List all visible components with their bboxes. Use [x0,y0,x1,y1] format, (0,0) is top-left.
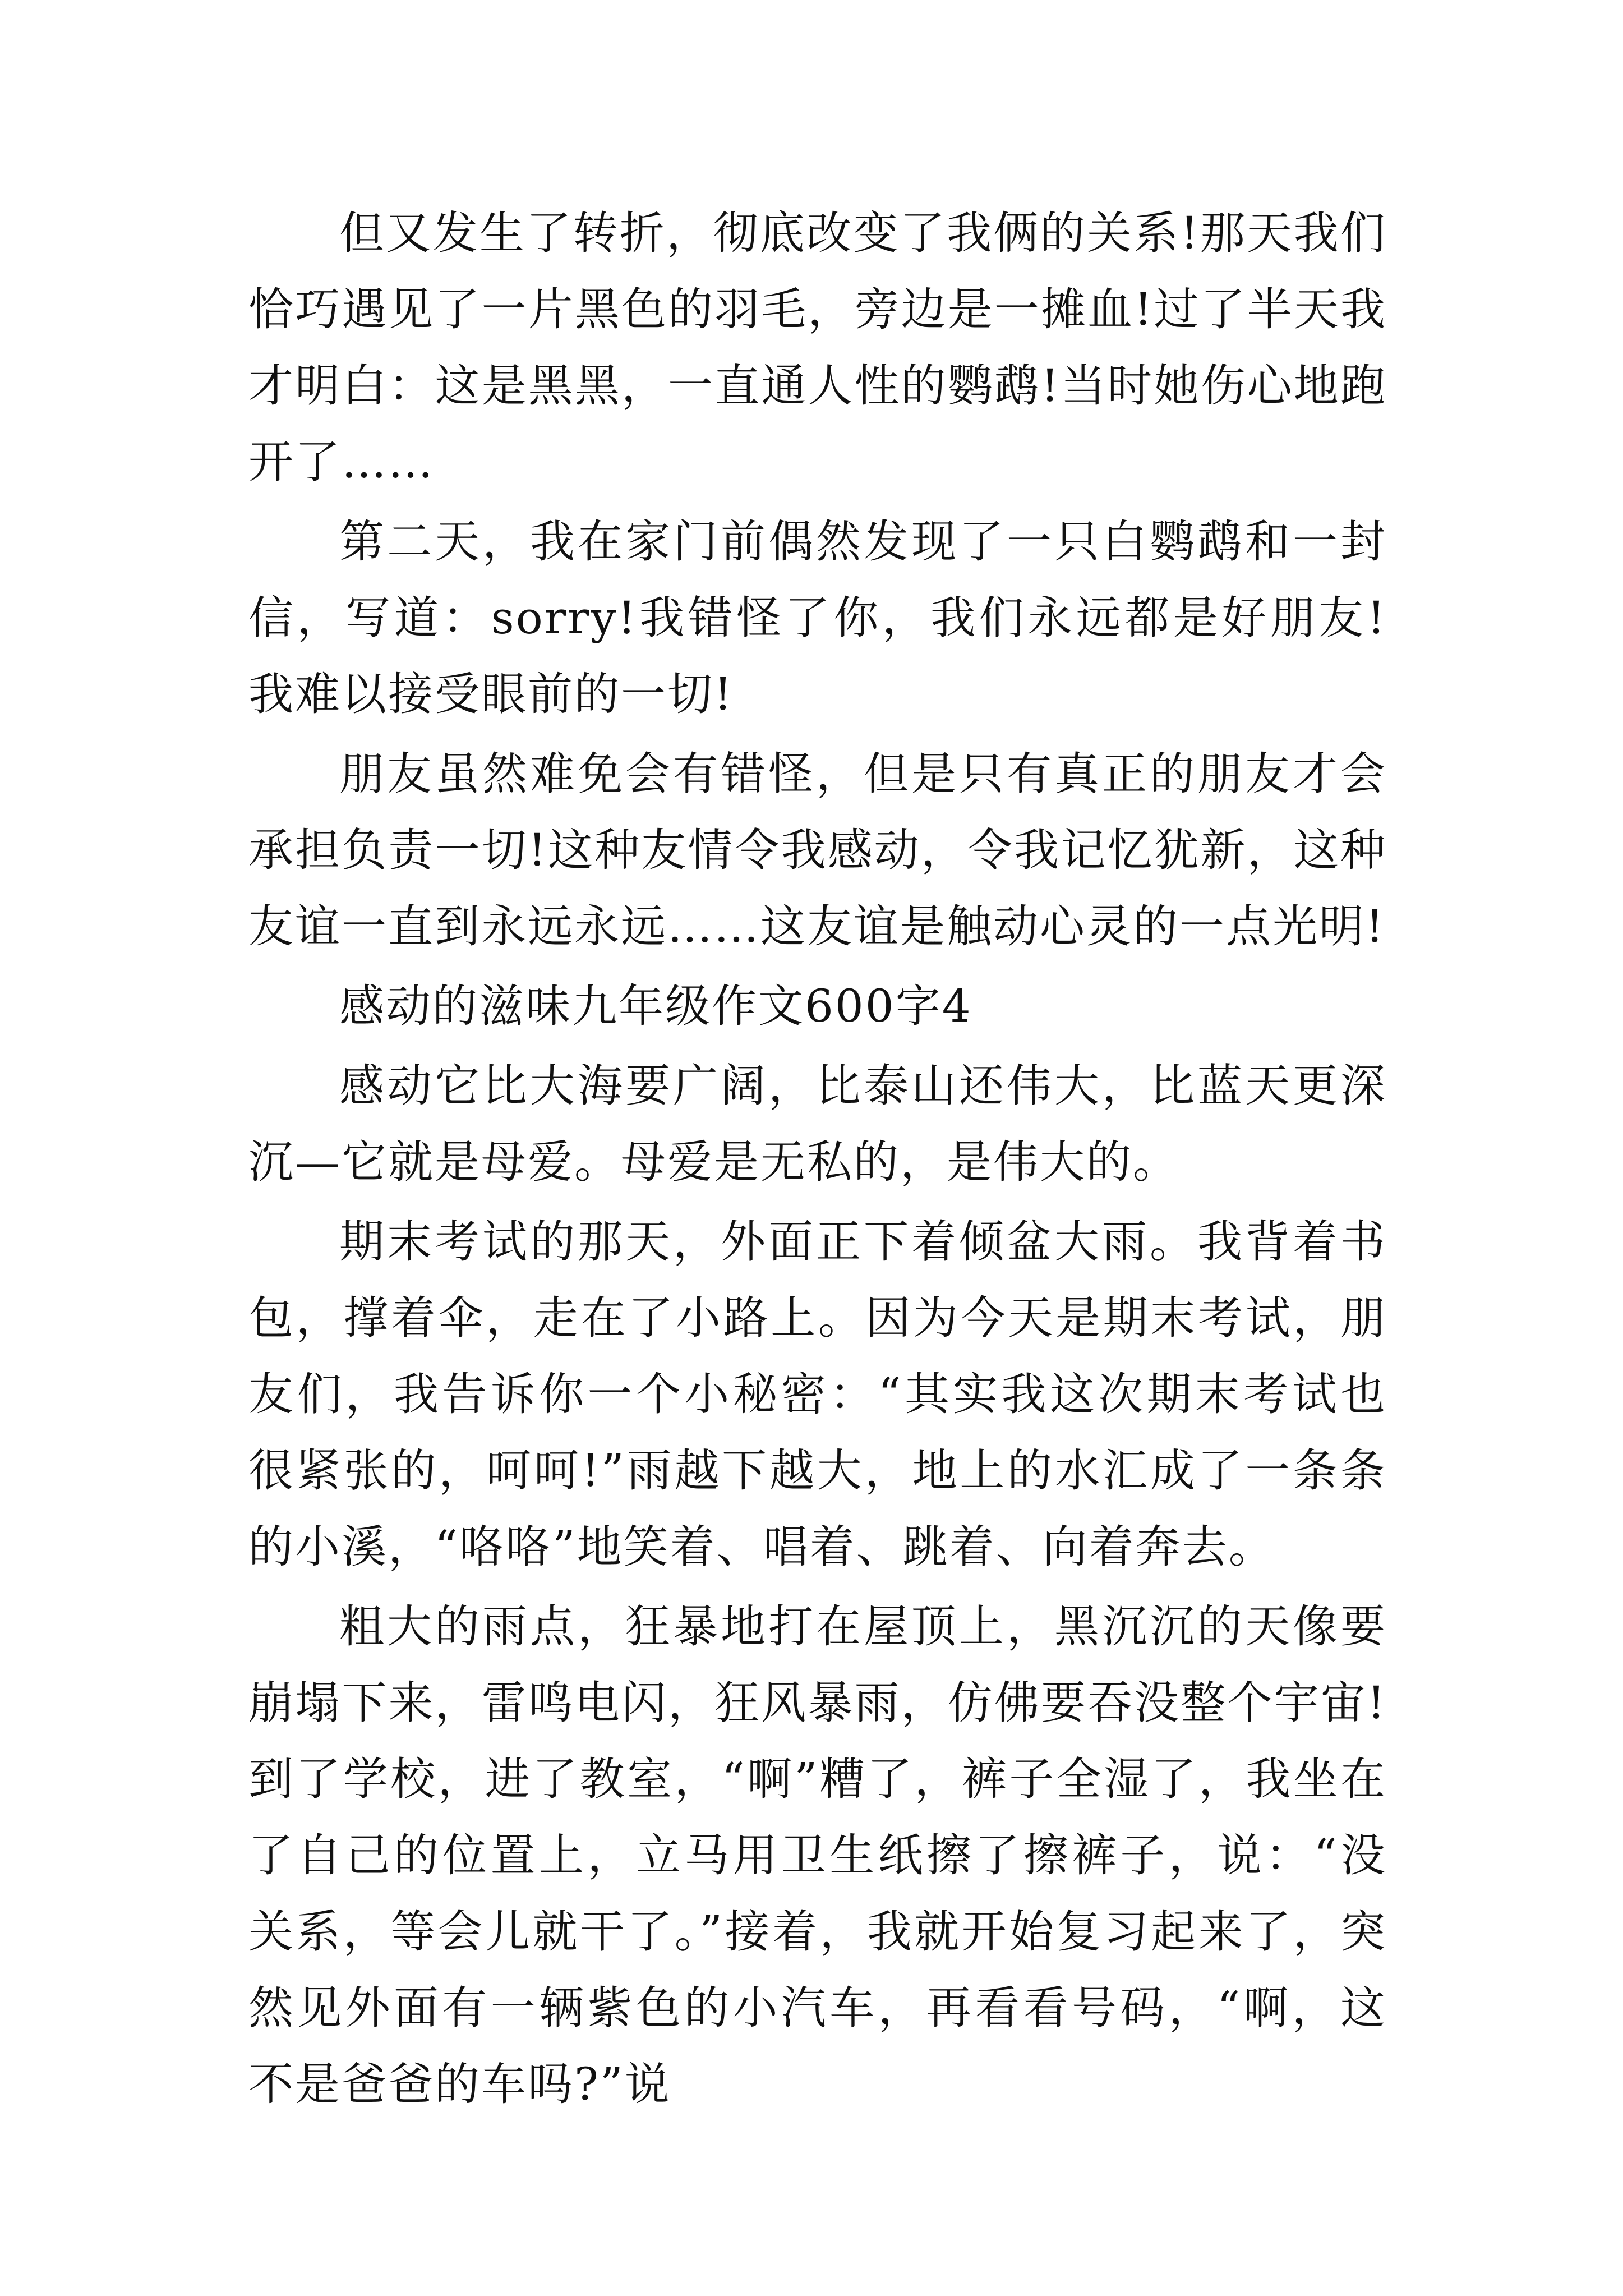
paragraph-3: 朋友虽然难免会有错怪，但是只有真正的朋友才会承担负责一切!这种友情令我感动，令我记忆犹新，这种友谊一直到永远永远……这友谊是触动心灵的一点光明! [248,748,1387,953]
section-paragraph-1: 感动它比大海要广阔，比泰山还伟大，比蓝天更深沉—它就是母爱。母爱是无私的，是伟大的。 [248,1060,1387,1188]
paragraph-1: 但又发生了转折，彻底改变了我俩的关系!那天我们恰巧遇见了一片黑色的羽毛，旁边是一摊血!过了半天我才明白：这是黑黑，一直通人性的鹦鹉!当时她伤心地跑开了…… [248,207,1387,488]
document-body [248,195,1387,2126]
section-paragraph-3: 粗大的雨点，狂暴地打在屋顶上，黑沉沉的天像要崩塌下来，雷鸣电闪，狂风暴雨，仿佛要吞没整个宇宙!到了学校，进了教室，“啊”糟了，裤子全湿了，我坐在了自己的位置上，立马用卫生纸擦了擦裤子，说：“没关系，等会儿就干了。”接着，我就开始复习起来了，突然见外面有一辆紫色的小汽车，再看看号码，“啊，这不是爸爸的车吗?”说 [248,1600,1387,2110]
paragraph-2: 第二天，我在家门前偶然发现了一只白鹦鹉和一封信，写道：sorry!我错怪了你，我们永远都是好朋友!我难以接受眼前的一切! [248,516,1387,720]
section-paragraph-2: 期末考试的那天，外面正下着倾盆大雨。我背着书包，撑着伞，走在了小路上。因为今天是期末考试，朋友们，我告诉你一个小秘密：“其实我这次期末考试也很紧张的，呵呵!”雨越下越大，地上的水汇成了一条条的小溪，“咯咯”地笑着、唱着、跳着、向着奔去。 [248,1216,1387,1573]
section-title: 感动的滋味九年级作文600字4 [339,980,972,1032]
